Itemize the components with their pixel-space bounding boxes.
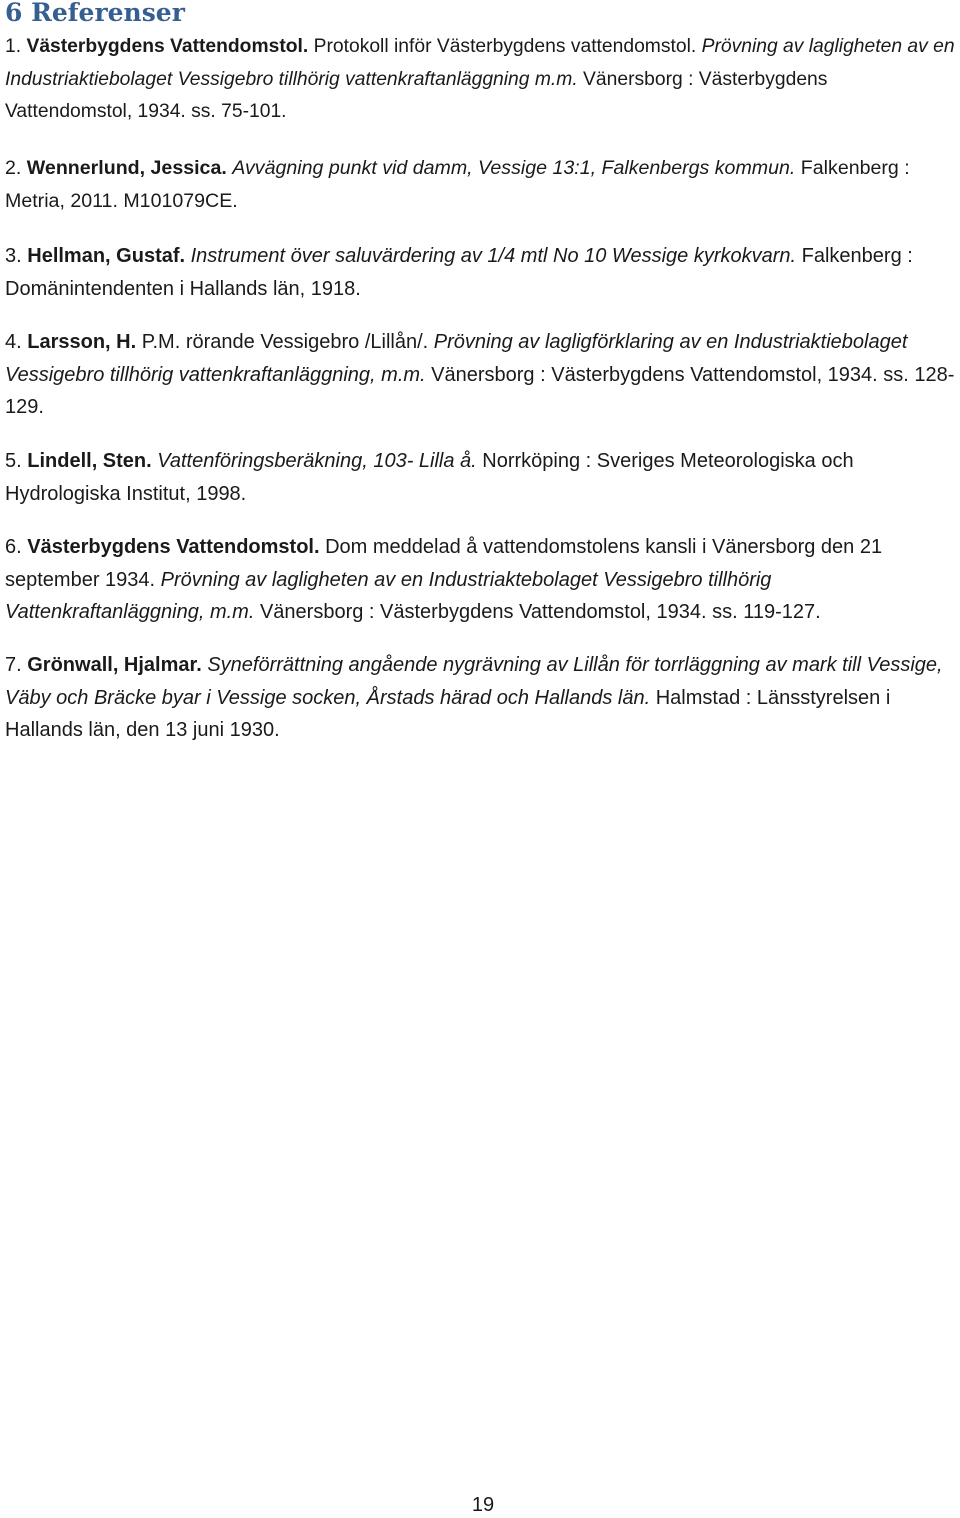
reference-item-5 (5, 445, 955, 510)
reference-subtitle: Prövning av lagligförklaring av en Industriaktiebolaget Vessigebro tillhörig vattenkraftanläggning, m.m. (5, 331, 908, 386)
section-number: 6 (5, 0, 23, 27)
reference-author: Wennerlund, Jessica. (26, 157, 227, 179)
page-number: 19 (471, 1494, 495, 1516)
reference-author: Västerbygdens Vattendomstol. (27, 536, 320, 558)
reference-author: Lindell, Sten. (27, 450, 152, 472)
reference-item-3 (5, 240, 955, 305)
reference-item-7 (5, 649, 955, 747)
reference-author: Västerbygdens Vattendomstol. (26, 36, 309, 57)
reference-item-4 (5, 326, 955, 424)
section-heading (5, 0, 185, 30)
reference-publication: Norrköping : Sveriges Meteorologiska och Hydrologiska Institut, 1998. (5, 450, 854, 505)
reference-publication: Falkenberg : Domänintendenten i Hallands län, 1918. (5, 245, 913, 300)
reference-item-1 (5, 31, 955, 129)
reference-index: 7. (5, 654, 22, 676)
reference-author: Grönwall, Hjalmar. (27, 654, 202, 676)
reference-publication: Halmstad : Länsstyrelsen i Hallands län, den 13 juni 1930. (5, 686, 891, 741)
reference-title: Dom meddelad å vattendomstolens kansli i Vänersborg den 21 september 1934. (5, 536, 883, 591)
reference-title: P.M. rörande Vessigebro /Lillån/. (141, 331, 429, 353)
reference-author: Larsson, H. (27, 331, 137, 353)
section-title: Referenser (31, 0, 185, 27)
reference-index: 3. (5, 245, 22, 267)
reference-publication: Falkenberg : Metria, 2011. M101079CE. (5, 157, 910, 212)
reference-item-2 (5, 152, 955, 217)
reference-item-6 (5, 531, 955, 629)
reference-title: Syneförrättning angående nygrävning av Lillån för torrläggning av mark till Vessige, Väby och Bräcke byar i Vessige socken, Årstads härad och Hallands län. (5, 654, 943, 709)
reference-publication: Vänersborg : Västerbygdens Vattendomstol, 1934. ss. 75-101. (5, 68, 828, 122)
reference-subtitle: Prövning av lagligheten av en Industriaktiebolaget Vessigebro tillhörig vattenkraftanläggning m.m. (5, 36, 955, 90)
reference-index: 2. (5, 157, 22, 179)
reference-index: 5. (5, 450, 22, 472)
reference-title: Protokoll inför Västerbygdens vattendomstol. (313, 36, 697, 57)
reference-index: 4. (5, 331, 22, 353)
reference-publication: Vänersborg : Västerbygdens Vattendomstol, 1934. ss. 119-127. (259, 601, 821, 623)
reference-author: Hellman, Gustaf. (27, 245, 186, 267)
reference-title: Avvägning punkt vid damm, Vessige 13:1, Falkenbergs kommun. (232, 157, 796, 179)
reference-publication: Vänersborg : Västerbygdens Vattendomstol, 1934. ss. 128-129. (5, 363, 955, 418)
reference-index: 6. (5, 536, 22, 558)
reference-title: Vattenföringsberäkning, 103- Lilla å. (157, 450, 477, 472)
reference-title: Instrument över saluvärdering av 1/4 mtl No 10 Wessige kyrkokvarn. (190, 245, 797, 267)
reference-subtitle: Prövning av lagligheten av en Industriaktebolaget Vessigebro tillhörig Vattenkraftanläggning, m.m. (5, 568, 772, 623)
reference-index: 1. (5, 36, 22, 57)
